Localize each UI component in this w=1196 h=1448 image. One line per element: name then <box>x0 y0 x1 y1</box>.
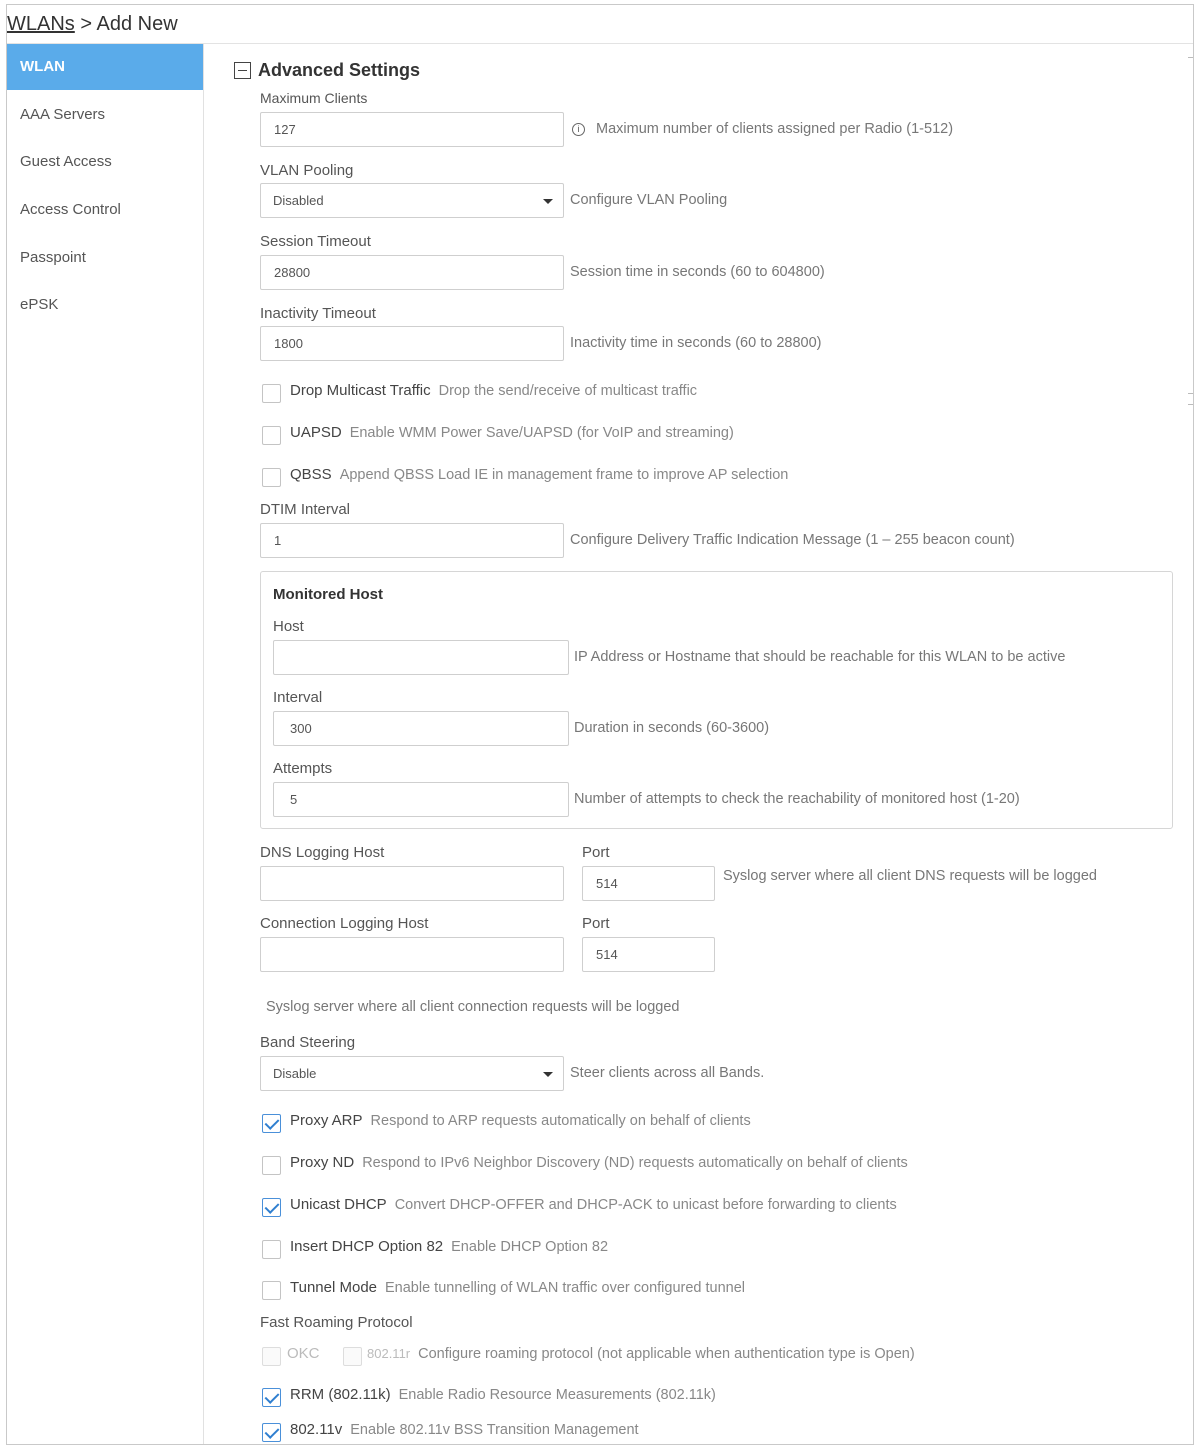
sidebar-item-guest-access[interactable]: Guest Access <box>20 153 112 170</box>
scrollbar-tick <box>1188 404 1194 405</box>
uapsd-row <box>290 424 734 441</box>
monitored-host-title: Monitored Host <box>273 586 383 603</box>
max-clients-help-text: Maximum number of clients assigned per Radio (1-512) <box>596 121 954 137</box>
scrollbar-tick <box>1188 393 1194 394</box>
connection-logging-help: Syslog server where all client connection requests will be logged <box>266 999 680 1015</box>
unicast-dhcp-desc: Convert DHCP-OFFER and DHCP-ACK to unicast before forwarding to clients <box>394 1197 897 1213</box>
band-steering-label: Band Steering <box>260 1034 356 1051</box>
dtim-help: Configure Delivery Traffic Indication Message (1 – 255 beacon count) <box>570 532 1015 548</box>
qbss-row <box>290 466 788 483</box>
rrm-row <box>290 1386 716 1403</box>
unicast-dhcp-label: Unicast DHCP <box>290 1196 387 1213</box>
dns-port-input[interactable] <box>582 866 715 901</box>
drop-multicast-row <box>290 382 697 399</box>
interval-input[interactable] <box>273 711 569 746</box>
monitored-host-panel <box>260 571 1173 829</box>
proxy-nd-row <box>290 1154 908 1171</box>
unicast-dhcp-checkbox[interactable] <box>262 1198 281 1217</box>
dhcp-option82-row <box>290 1238 608 1255</box>
chevron-down-icon <box>543 1072 553 1077</box>
drop-multicast-desc: Drop the send/receive of multicast traffic <box>438 383 698 399</box>
host-label: Host <box>273 618 304 635</box>
okc-checkbox[interactable] <box>262 1347 281 1366</box>
proxy-arp-row <box>290 1112 751 1129</box>
fast-roaming-desc: Configure roaming protocol (not applicable when authentication type is Open) <box>418 1346 915 1362</box>
dot11r-label: 802.11r <box>367 1346 411 1361</box>
dot11v-checkbox[interactable] <box>262 1423 281 1442</box>
proxy-nd-label: Proxy ND <box>290 1154 355 1171</box>
max-clients-input[interactable] <box>260 112 564 147</box>
dot11v-row <box>290 1421 639 1438</box>
uapsd-desc: Enable WMM Power Save/UAPSD (for VoIP and streaming) <box>349 425 734 441</box>
collapse-icon[interactable] <box>234 62 251 79</box>
vlan-pooling-help: Configure VLAN Pooling <box>570 192 728 208</box>
max-clients-label: Maximum Clients <box>260 90 368 106</box>
okc-label: OKC <box>287 1345 320 1362</box>
dhcp-option82-label: Insert DHCP Option 82 <box>290 1238 444 1255</box>
breadcrumb-wlans-link[interactable]: WLANs <box>7 13 75 35</box>
vlan-pooling-label: VLAN Pooling <box>260 162 354 179</box>
dhcp-option82-checkbox[interactable] <box>262 1240 281 1259</box>
proxy-nd-desc: Respond to IPv6 Neighbor Discovery (ND) requests automatically on behalf of clients <box>362 1155 908 1171</box>
sidebar-item-passpoint[interactable]: Passpoint <box>20 249 86 266</box>
dns-logging-label: DNS Logging Host <box>260 844 385 861</box>
connection-logging-label: Connection Logging Host <box>260 915 429 932</box>
uapsd-checkbox[interactable] <box>262 426 281 445</box>
interval-label: Interval <box>273 689 323 706</box>
app-window <box>6 4 1194 1445</box>
tunnel-mode-checkbox[interactable] <box>262 1281 281 1300</box>
connection-port-label: Port <box>582 915 610 932</box>
inactivity-timeout-help: Inactivity time in seconds (60 to 28800) <box>570 335 822 351</box>
drop-multicast-checkbox[interactable] <box>262 384 281 403</box>
band-steering-select[interactable] <box>260 1056 564 1091</box>
sidebar-item-wlan[interactable]: WLAN <box>7 44 203 90</box>
breadcrumb-current: Add New <box>96 13 178 35</box>
drop-multicast-label: Drop Multicast Traffic <box>290 382 431 399</box>
session-timeout-label: Session Timeout <box>260 233 371 250</box>
qbss-label: QBSS <box>290 466 332 483</box>
inactivity-timeout-label: Inactivity Timeout <box>260 305 376 322</box>
dot11r-row <box>367 1345 915 1362</box>
chevron-down-icon <box>543 199 553 204</box>
tunnel-mode-label: Tunnel Mode <box>290 1279 377 1296</box>
band-steering-value: Disable <box>273 1066 317 1081</box>
connection-logging-input[interactable] <box>260 937 564 972</box>
dns-logging-input[interactable] <box>260 866 564 901</box>
vlan-pooling-value: Disabled <box>273 193 324 208</box>
attempts-label: Attempts <box>273 760 333 777</box>
attempts-input[interactable] <box>273 782 569 817</box>
vlan-pooling-select[interactable] <box>260 183 564 218</box>
dot11v-desc: Enable 802.11v BSS Transition Management <box>350 1422 639 1438</box>
dns-logging-help: Syslog server where all client DNS requests will be logged <box>723 868 1097 884</box>
dhcp-option82-desc: Enable DHCP Option 82 <box>451 1239 609 1255</box>
host-input[interactable] <box>273 640 569 675</box>
connection-port-input[interactable] <box>582 937 715 972</box>
advanced-settings-title: Advanced Settings <box>258 60 421 80</box>
main-content <box>7 5 1194 1445</box>
inactivity-timeout-input[interactable] <box>260 326 564 361</box>
session-timeout-input[interactable] <box>260 255 564 290</box>
proxy-arp-checkbox[interactable] <box>262 1114 281 1133</box>
dtim-label: DTIM Interval <box>260 501 351 518</box>
rrm-label: RRM (802.11k) <box>290 1386 391 1403</box>
dot11v-label: 802.11v <box>290 1421 343 1438</box>
scrollbar-tick <box>1188 57 1194 58</box>
proxy-nd-checkbox[interactable] <box>262 1156 281 1175</box>
dns-port-label: Port <box>582 844 610 861</box>
rrm-desc: Enable Radio Resource Measurements (802.11k) <box>398 1387 716 1403</box>
breadcrumb-separator: > <box>74 13 97 35</box>
dtim-input[interactable] <box>260 523 564 558</box>
interval-help: Duration in seconds (60-3600) <box>574 720 770 736</box>
rrm-checkbox[interactable] <box>262 1388 281 1407</box>
max-clients-help <box>572 121 953 137</box>
sidebar-item-access-control[interactable]: Access Control <box>20 201 121 218</box>
proxy-arp-desc: Respond to ARP requests automatically on behalf of clients <box>370 1113 751 1129</box>
dot11r-checkbox[interactable] <box>343 1347 362 1366</box>
tunnel-mode-row <box>290 1279 745 1296</box>
advanced-settings-header[interactable] <box>234 60 420 81</box>
info-icon: i <box>572 123 585 136</box>
sidebar-item-aaa-servers[interactable]: AAA Servers <box>20 106 106 123</box>
session-timeout-help: Session time in seconds (60 to 604800) <box>570 264 825 280</box>
tunnel-mode-desc: Enable tunnelling of WLAN traffic over configured tunnel <box>385 1280 746 1296</box>
qbss-desc: Append QBSS Load IE in management frame to improve AP selection <box>339 467 789 483</box>
fast-roaming-label: Fast Roaming Protocol <box>260 1314 413 1331</box>
uapsd-label: UAPSD <box>290 424 342 441</box>
band-steering-help: Steer clients across all Bands. <box>570 1065 765 1081</box>
qbss-checkbox[interactable] <box>262 468 281 487</box>
sidebar-item-epsk[interactable]: ePSK <box>20 296 59 313</box>
proxy-arp-label: Proxy ARP <box>290 1112 363 1129</box>
attempts-help: Number of attempts to check the reachability of monitored host (1-20) <box>574 791 1020 807</box>
unicast-dhcp-row <box>290 1196 897 1213</box>
host-help: IP Address or Hostname that should be reachable for this WLAN to be active <box>574 649 1066 665</box>
